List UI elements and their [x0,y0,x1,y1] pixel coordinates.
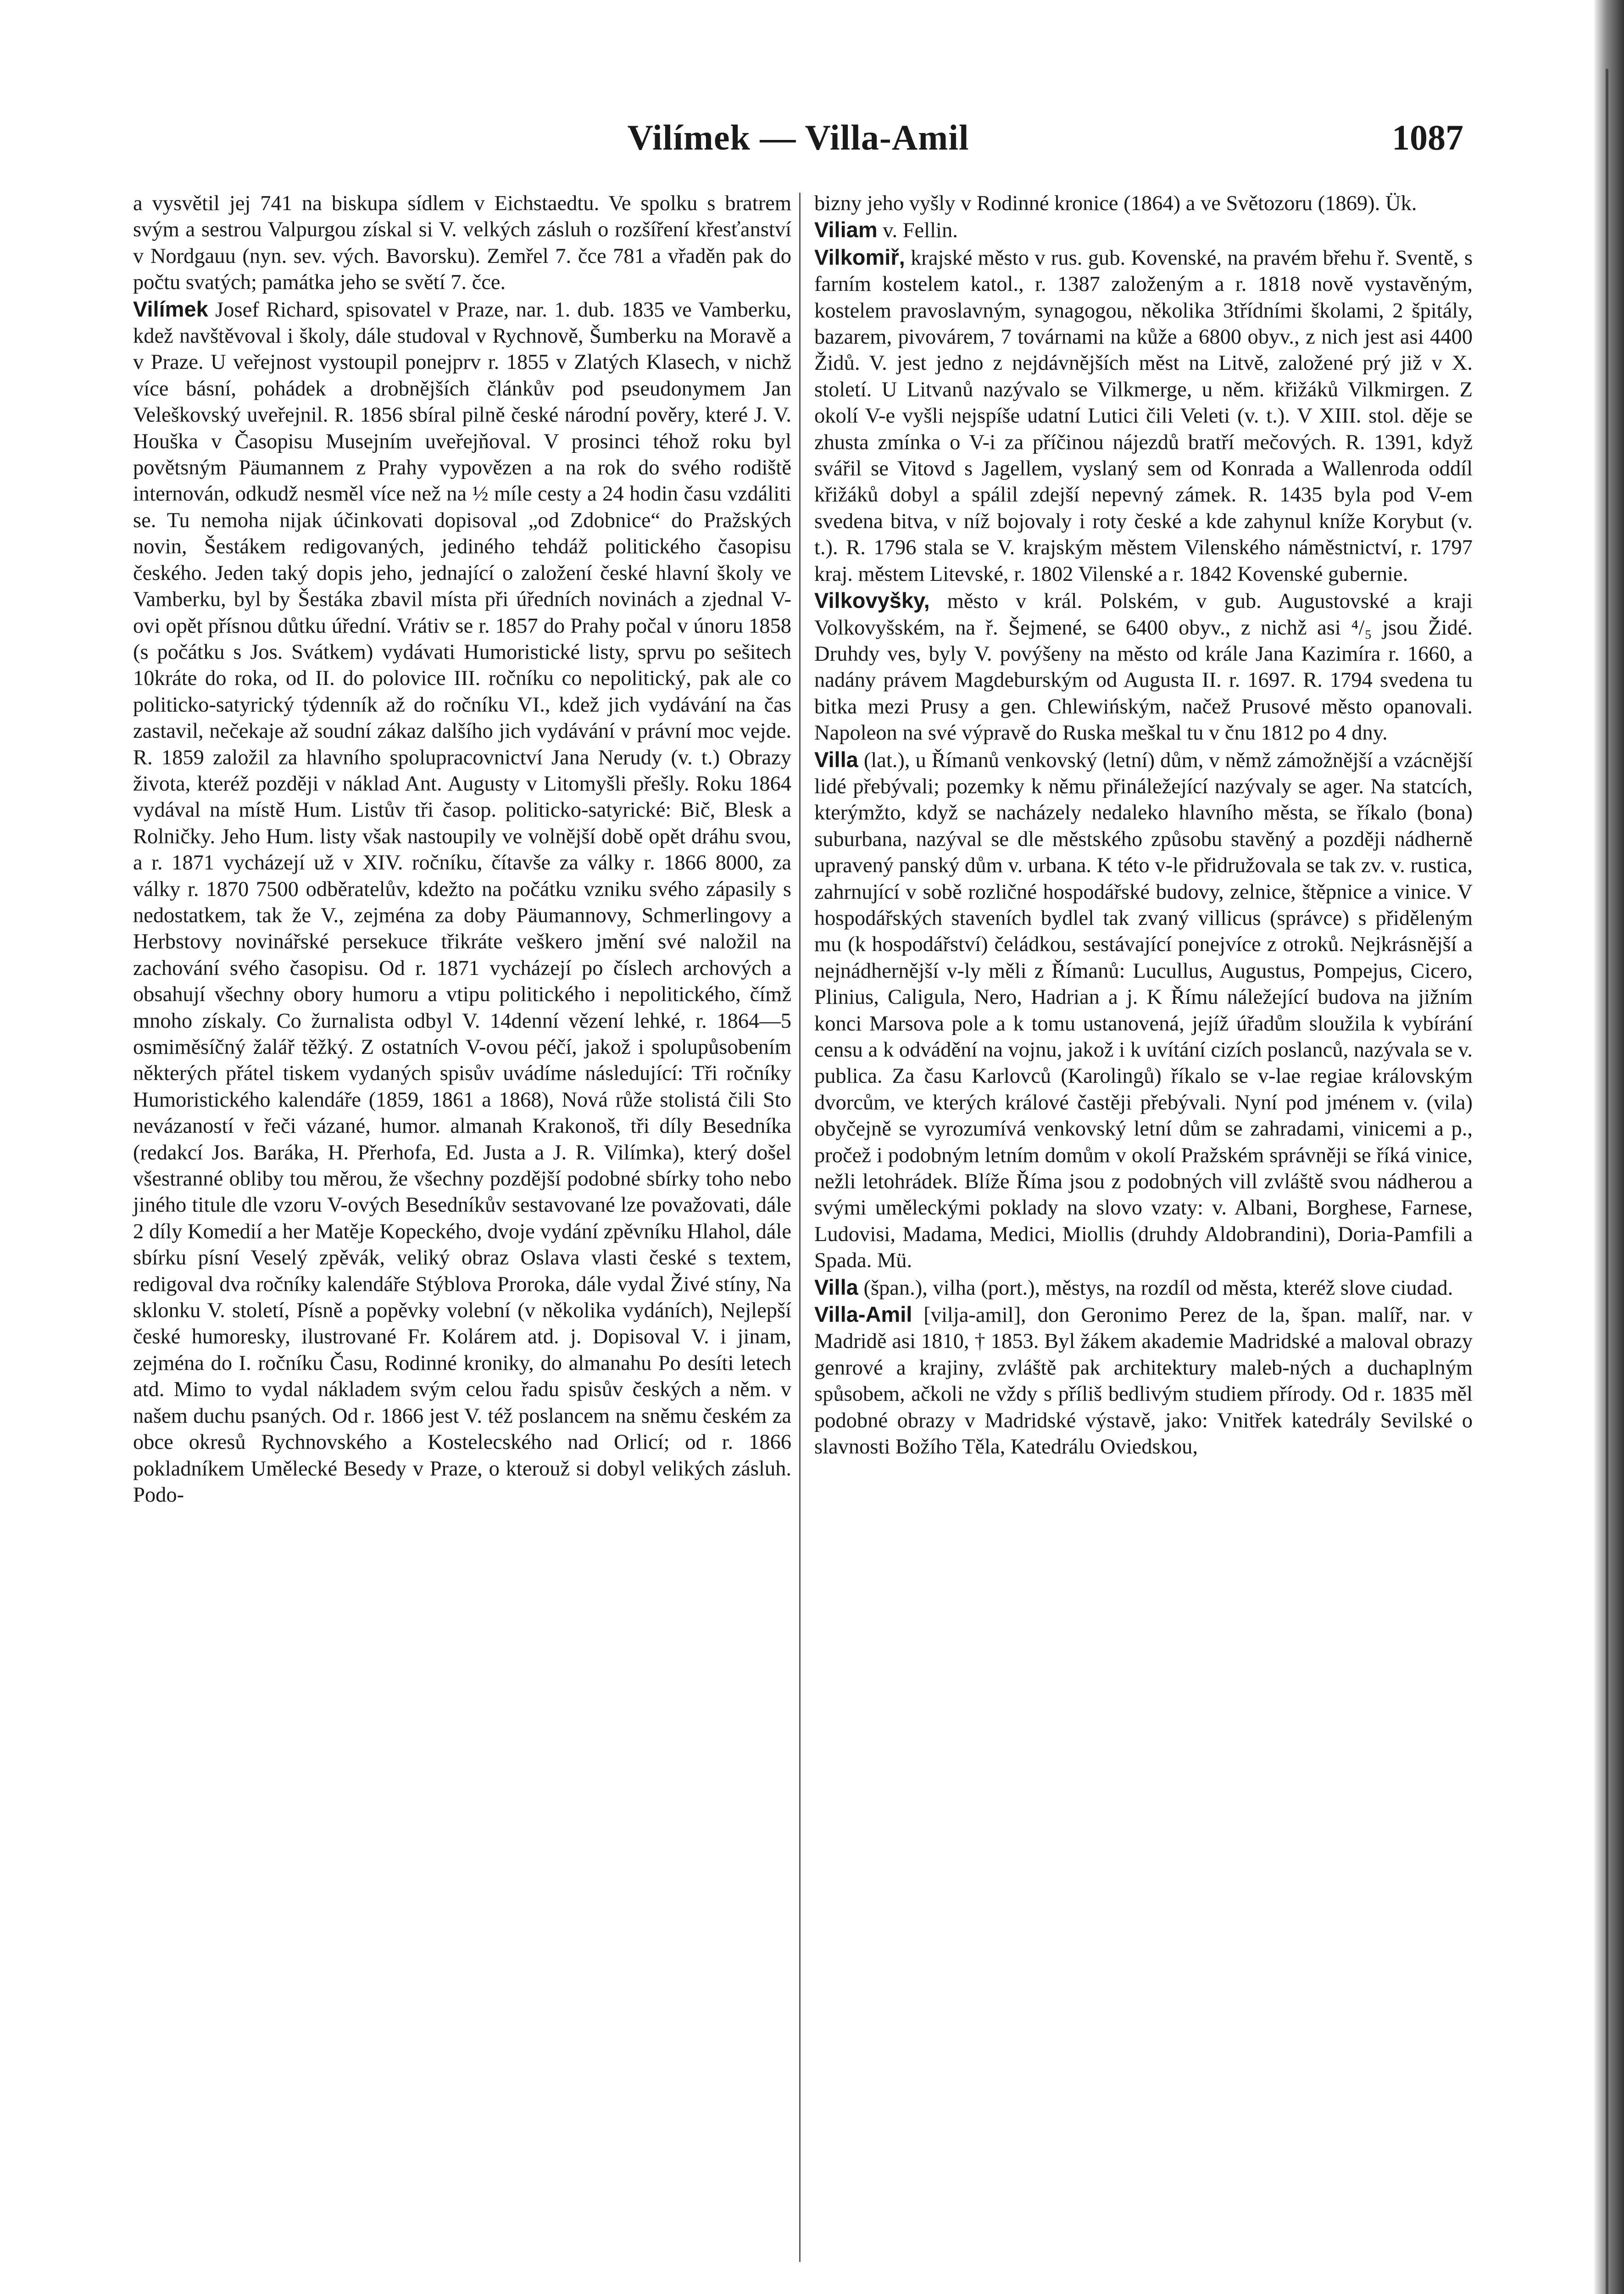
entry-vilkovysky [814,587,1473,746]
entry-headword: Vilímek [133,296,208,321]
entry-villa-lat [814,746,1473,1274]
entry-headword: Villa-Amil [814,1302,912,1327]
continuation-text: a vysvětil jej 741 na biskupa sídlem v Eichstaedtu. Ve spolku s bratrem svým a sestrou Valpurgou získal si V. velkých zásluh o rozšíření křesťanství v Nordgauu (nyn. sev. vých. Bavorsku). Zemřel 7. čce 781 a vřaděn pak do počtu svatých; památka jeho se světí 7. čce. [133,192,791,295]
page-number: 1087 [1392,117,1463,157]
entry-villa-span [814,1274,1473,1301]
running-header [133,117,1463,167]
entry-headword: Villa [814,1275,858,1299]
entry-vilimek [133,296,791,1509]
entry-viliam [814,217,1473,244]
column-divider [799,193,801,2262]
entry-text: v. Fellin. [883,219,958,243]
entry-text: [vilja-amil], don Geronimo Perez de la, špan. malíř, nar. v Madridě asi 1810, † 1853. Byl žákem akademie Madridské a maloval obrazy genrové a krajiny, zvláště pak architektury maleb-ných a duchaplným spůsobem, ačkoli ne vždy s příliš bedlivým studiem přírody. Od r. 1835 měl podobné obrazy v Madridské výstavě, jako: Vnitřek katedrály Sevilské o slavnosti Božího Těla, Katedrálu Oviedskou, [814,1303,1473,1459]
page-edge-shadow [1594,0,1624,2294]
left-column [133,190,791,1508]
right-column [814,190,1473,1460]
continuation-text: bizny jeho vyšly v Rodinné kronice (1864) a ve Světozoru (1869). Ük. [814,192,1417,215]
entry-text: Josef Richard, spisovatel v Praze, nar. 1. dub. 1835 ve Vamberku, kdež navštěvoval i školy, dále studoval v Rychnově, Šumberku na Moravě a v Praze. U veřejnost vystoupil ponejprv r. 1855 v Zlatých Klasech, v nichž více básní, pohádek a drobnějších článkův pod pseudonymem Jan Veleškovský uveřejnil. R. 1856 sbíral pilně české národní pověry, které J. V. Houška v Časopisu Musejním uveřejňoval. V prosinci téhož roku byl povětsným Päumannem z Prahy vypovězen a na rok do svého rodiště internován, odkudž nesměl více než na ½ míle cesty a 24 hodin času vzdáliti se. Tu nemoha nijak účinkovati dopisoval „od Zdobnice“ do Pražských novin, Šestákem redigovaných, jediného tehdáž politického časopisu českého. Jeden taký dopis jeho, jednající o založení české hlavní školy ve Vamberku, byl by Šestáka zbavil místa při úředních novinách a zjednal V-ovi opět přísnou důtku úřední. Vrátiv se r. 1857 do Prahy počal v únoru 1858 (s počátku s Jos. Svátkem) vydávati Humoristické listy, sprvu po sešitech 10kráte do roka, od II. do polovice III. ročníku co nepolitický, pak ale co politicko-satyrický týdenník až do ročníku VI., kdež jich vydávání na čas zastavil, nečekaje až soudní zákaz dalšího jich vydávání v právní moc vejde. R. 1859 založil za hlavního spolupracovnictví Jana Nerudy (v. t.) Obrazy života, kteréž později v náklad Ant. Augusty v Litomyšli přešly. Roku 1864 vydával na místě Hum. Listův tři časop. politicko-satyrické: Bič, Blesk a Rolničky. Jeho Hum. listy však nastoupily ve volnější době opět dráhu svou, a r. 1871 vycházejí už v XIV. ročníku, čítavše za války r. 1866 8000, za války r. 1870 7500 odběratelův, kdežto na počátku vzniku svého zápasily s nedostatkem, tak že V., zejména za doby Päumannovy, Schmerlingovy a Herbstovy novinářské persekuce třikráte veškero jmění své naložil na zachování svého časopisu. Od r. 1871 vycházejí po číslech archových a obsahují všechny obory humoru a vtipu politického i nepolitického, čímž mnoho získaly. Co žurnalista odbyl V. 14denní vězení lehké, r. 1864—5 osmiměsíčný žalář těžký. Z ostatních V-ovou péčí, jakož i spolupůsobením některých přátel tiskem vydaných spisův uvádíme následující: Tři ročníky Humoristického kalendáře (1859, 1861 a 1868), Nová růže stolistá čili Sto nevázaností v řeči vázané, humor. almanah Krakonoš, tři díly Besedníka (redakcí Jos. Baráka, H. Přerhofa, Ed. Justa a J. R. Vilímka), který došel všestranné obliby tou měrou, že všechny pozdější podobné sbírky toho nebo jiného titule dle vzoru V-ových Besedníkův sestavované lze považovati, dále 2 díly Komedií a her Matěje Kopeckého, dvoje vydání zpěvníku Hlahol, dále sbírku písní Veselý zpěvák, veliký obraz Oslava vlasti české s textem, redigoval dva ročníky kalendáře Stýblova Proroka, dále vydal Živé stíny, Na sklonku V. století, Písně a popěvky volební (v několika vydáních), Nejlepší české humoresky, ilustrované Fr. Kolárem atd. j. Dopisoval V. i jinam, zejména do I. ročníku Času, Rodinné kroniky, do almanahu Po desíti letech atd. Mimo to vydal nákladem svým celou řadu spisův českých a něm. v našem duchu psaných. Od r. 1866 jest V. též poslancem na sněmu českém za obce okresů Rychnovského a Kostelecského nad Orlicí; od r. 1866 pokladníkem Umělecké Besedy v Praze, o kterouž si dobyl velikých zásluh. Podo- [133,298,792,1507]
page-edge-line [1606,69,1608,2294]
entry-headword: Vilkovyšky, [814,588,930,613]
entry-vilkomir [814,244,1473,587]
entry-text: město v král. Polském, v gub. Augustovské a kraji Volkovyšském, na ř. Šejmené, se 6400 obyv., z nichž asi ⁴/₅ jsou Židé. Druhdy ves, byly V. povýšeny na město od krále Jana Kazimíra r. 1660, a nadány právem Magdeburským od Augusta II. r. 1697. R. 1794 svedena tu bitka mezi Prusy a gen. Chlewińským, načež Prusové město opanovali. Napoleon na své výpravě do Ruska meškal tu v čnu 1812 po 4 dny. [814,590,1473,745]
entry-headword: Vilkomiř, [814,245,905,269]
entry-text: (lat.), u Římanů venkovský (letní) dům, v němž zámožnější a vzácnější lidé přebývali; pozemky k němu přináležející nazývaly se ager. Na statcích, kterýmžto, když se nacházely nedaleko hlavního města, se říkalo (bona) suburbana, nazýval se dle městského způsobu stavěný a později nádherně upravený panský dům v. urbana. K této v-le přidružovala se tak zv. v. rustica, zahrnující v sobě rozličné hospodářské budovy, zelnice, štěpnice a vinice. V hospodářských staveních bydlel tak zvaný villicus (správce) s přiděleným mu (k hospodářství) čeládkou, sestávající ponejvíce z otroků. Nejkrásnější a nejnádhernější v-ly měli z Římanů: Lucullus, Augustus, Pompejus, Cicero, Plinius, Caligula, Nero, Hadrian a j. K Římu náležející budova na jižním konci Marsova pole a k tomu ustanovená, jejíž úřadům sloužila k vybírání censu a k odvádění na vojnu, jakož i k uvítání cizích poslanců, nazývala se v. publica. Za času Karlovců (Karolingů) říkalo se v-lae regiae královským dvorcům, ve kterých králové častěji přebývali. Nyní pod jménem v. (vila) obyčejně se vyrozumívá venkovský letní dům se zahradami, vinicemi a p., pročež i podobným letním domům v okolí Pražském správněji se říká vinice, nežli letohrádek. Blíže Říma jsou z podobných vill zvláště svou nádherou a svými uměleckými poklady na slovo vzaty: v. Albani, Borghese, Farnese, Ludovisi, Madama, Medici, Miollis (druhdy Aldobrandini), Doria-Pamfili a Spada. Mü. [814,748,1473,1273]
entry-text: (špan.), vilha (port.), městys, na rozdíl od města, kteréž slove ciudad. [863,1276,1453,1300]
entry-text: krajské město v rus. gub. Kovenské, na pravém břehu ř. Sventě, s farním kostelem katol., r. 1387 založeným a r. 1818 nově vystavěným, kostelem pravoslavným, synagogou, několika 3třídními školami, 2 špitály, bazarem, pivovárem, 7 továrnami na kůže a 6800 obyv., z nich jest asi 4400 Židů. V. jest jedno z nejdávnějších měst na Litvě, založené prý již v X. století. U Litvanů nazývalo se Vilkmerge, u něm. křižáků Vilkmirgen. Z okolí V-e vyšli nejspíše udatní Lutici čili Veleti (v. t.). V XIII. stol. děje se zhusta zmínka o V-i za příčinou nájezdů bratří mečových. R. 1391, když svářil se Vitovd s Jagellem, vyslaný sem od Konrada a Wallenroda oddíl křižáků dobyl a spálil zdejší nepevný zámek. R. 1435 byla pod V-em svedena bitva, v níž bojovaly i roty české a kde zahynul kníže Korybut (v. t.). R. 1796 stala se V. krajským městem Vilenského náměstnictví, r. 1797 kraj. městem Litevské, r. 1802 Vilenské a r. 1842 Kovenské gubernie. [814,246,1473,586]
header-title: Vilímek — Villa-Amil [627,117,969,157]
entry-headword: Villa [814,747,858,772]
entry-headword: Viliam [814,217,878,242]
entry-villa-amil [814,1301,1473,1460]
